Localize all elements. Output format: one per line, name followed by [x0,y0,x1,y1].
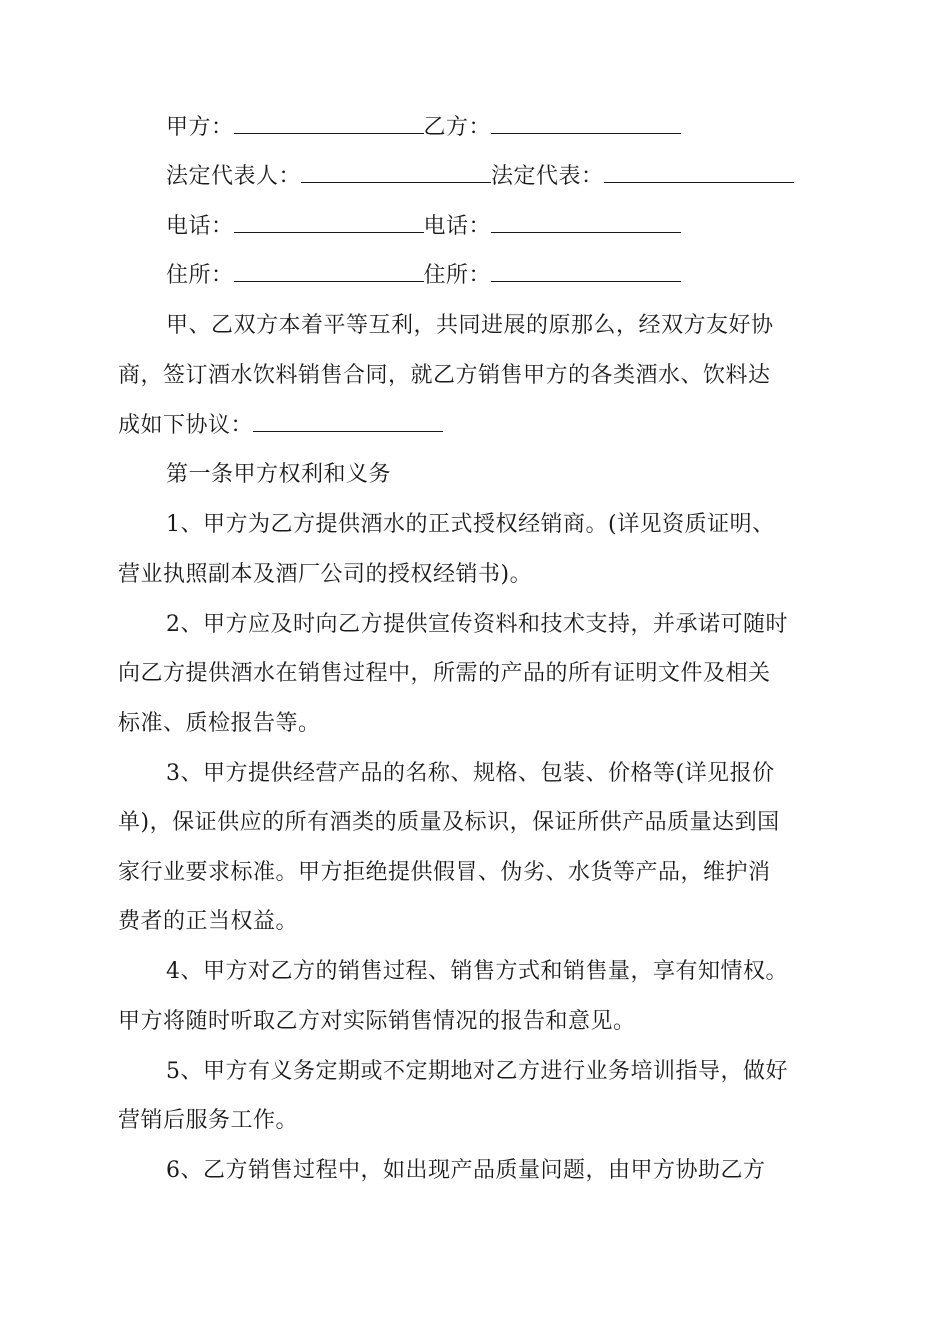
phone-a-blank[interactable] [234,212,424,233]
item-4-line: 4、甲方对乙方的销售过程、销售方式和销售量，享有知情权。 [166,959,788,984]
rep-b-blank[interactable] [604,162,794,183]
party-row [166,113,886,143]
item-6-line: 6、乙方销售过程中，如出现产品质量问题，由甲方协助乙方 [166,1158,766,1183]
item-4-line: 甲方将随时听取乙方对实际销售情况的报告和意见。 [118,1009,636,1034]
item-3-line: 3、甲方提供经营产品的名称、规格、包装、价格等(详见报价 [166,761,775,786]
rep-a-blank[interactable] [301,162,491,183]
intro-tail-text: 成如下协议： [118,413,254,438]
item-5-line: 营销后服务工作。 [118,1108,299,1133]
item-3-line: 单)，保证供应的所有酒类的质量及标识，保证所供产品质量达到国 [118,810,780,835]
address-a-label: 住所： [166,263,234,288]
item-2-line: 标准、质检报告等。 [118,711,321,736]
phone-row [166,212,886,242]
party-b-blank[interactable] [491,113,681,134]
article-1-title: 第一条甲方权利和义务 [166,462,392,487]
item-1-line: 营业执照副本及酒厂公司的授权经销书)。 [118,562,533,587]
rep-b-label: 法定代表： [491,164,604,189]
item-3-line: 家行业要求标准。甲方拒绝提供假冒、伪劣、水货等产品，维护消 [118,860,771,885]
address-b-blank[interactable] [491,261,681,282]
item-2-line: 向乙方提供酒水在销售过程中，所需的产品的所有证明文件及相关 [118,661,771,686]
address-row [166,261,886,291]
intro-line-last [118,411,838,441]
phone-a-label: 电话： [166,214,234,239]
phone-b-label: 电话： [423,214,492,239]
agreement-blank[interactable] [253,411,443,432]
intro-line: 甲、乙双方本着平等互利，共同进展的原那么，经双方友好协 [166,313,774,338]
address-a-blank[interactable] [234,261,424,282]
party-a-label: 甲方： [166,115,234,140]
party-b-label: 乙方： [423,115,492,140]
phone-b-blank[interactable] [491,212,681,233]
intro-line: 商，签订酒水饮料销售合同，就乙方销售甲方的各类酒水、饮料达 [118,363,771,388]
representative-row [166,162,886,192]
item-3-line: 费者的正当权益。 [118,909,299,934]
address-b-label: 住所： [423,263,492,288]
party-a-blank[interactable] [234,113,424,134]
item-2-line: 2、甲方应及时向乙方提供宣传资料和技术支持，并承诺可随时 [166,612,788,637]
item-5-line: 5、甲方有义务定期或不定期地对乙方进行业务培训指导，做好 [166,1059,788,1084]
rep-a-label: 法定代表人： [166,164,302,189]
item-1-line: 1、甲方为乙方提供酒水的正式授权经销商。(详见资质证明、 [166,512,775,537]
